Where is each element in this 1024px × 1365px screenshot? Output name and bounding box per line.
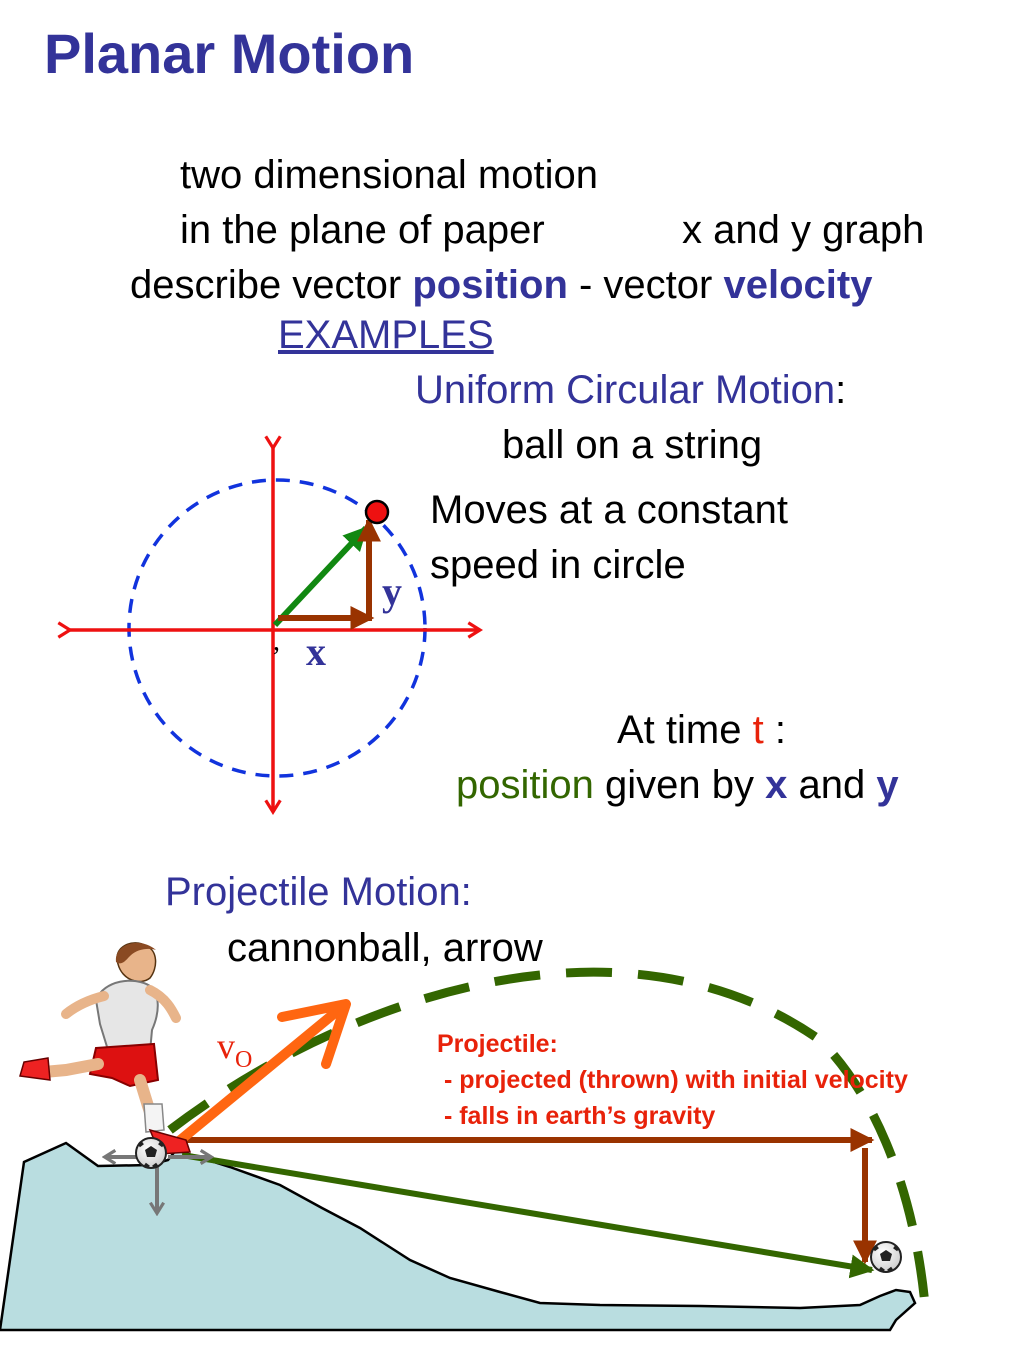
circular-motion-diagram bbox=[70, 448, 480, 812]
position-vector bbox=[275, 528, 366, 625]
projectile-def-line-1: - projected (thrown) with initial velocity bbox=[437, 1066, 908, 1094]
circular-heading-colon: : bbox=[835, 368, 847, 412]
initial-velocity-vector bbox=[178, 1012, 336, 1142]
intro-line-2: in the plane of paper bbox=[180, 208, 545, 252]
position-x: x bbox=[765, 763, 788, 807]
time-suffix: : bbox=[763, 708, 786, 752]
intro-line-2-right: x and y graph bbox=[682, 208, 925, 252]
projectile-motion-diagram bbox=[0, 943, 925, 1330]
examples-link[interactable]: EXAMPLES bbox=[278, 313, 494, 357]
position-y: y bbox=[876, 763, 899, 807]
origin-mark: , bbox=[273, 626, 280, 657]
position-keyword: position bbox=[412, 263, 568, 307]
intro-describe-text: describe vector bbox=[130, 263, 413, 307]
page-title: Planar Motion bbox=[44, 22, 415, 85]
projectile-examples: cannonball, arrow bbox=[227, 926, 543, 970]
v-subscript: O bbox=[235, 1047, 253, 1073]
intro-line-1: two dimensional motion bbox=[180, 153, 598, 197]
soccer-ball-landing bbox=[871, 1242, 901, 1272]
position-word: position bbox=[456, 763, 594, 807]
y-component-label: y bbox=[382, 569, 402, 614]
circular-desc-line-1: Moves at a constant bbox=[430, 488, 788, 532]
circular-subheading: ball on a string bbox=[502, 423, 763, 467]
time-variable: t bbox=[752, 708, 764, 752]
soccer-ball-launch bbox=[136, 1138, 166, 1168]
soccer-player-illustration bbox=[20, 943, 190, 1154]
initial-velocity-label bbox=[217, 1026, 252, 1073]
x-component-label: x bbox=[306, 629, 326, 674]
velocity-keyword: velocity bbox=[723, 263, 873, 307]
ball-on-string bbox=[366, 501, 388, 523]
position-and: and bbox=[787, 763, 877, 807]
v-symbol: v bbox=[217, 1026, 235, 1066]
circular-heading-text: Uniform Circular Motion bbox=[415, 368, 836, 412]
hill-ground bbox=[0, 1143, 915, 1330]
intro-vector-text: - vector bbox=[567, 263, 724, 307]
projectile-heading: Projectile Motion: bbox=[165, 870, 472, 914]
projectile-def-title: Projectile: bbox=[437, 1030, 558, 1058]
time-prefix: At time bbox=[617, 708, 753, 752]
position-given-by: given by bbox=[593, 763, 766, 807]
projectile-def-line-2: - falls in earth’s gravity bbox=[437, 1102, 716, 1130]
circular-desc-line-2: speed in circle bbox=[430, 543, 686, 587]
